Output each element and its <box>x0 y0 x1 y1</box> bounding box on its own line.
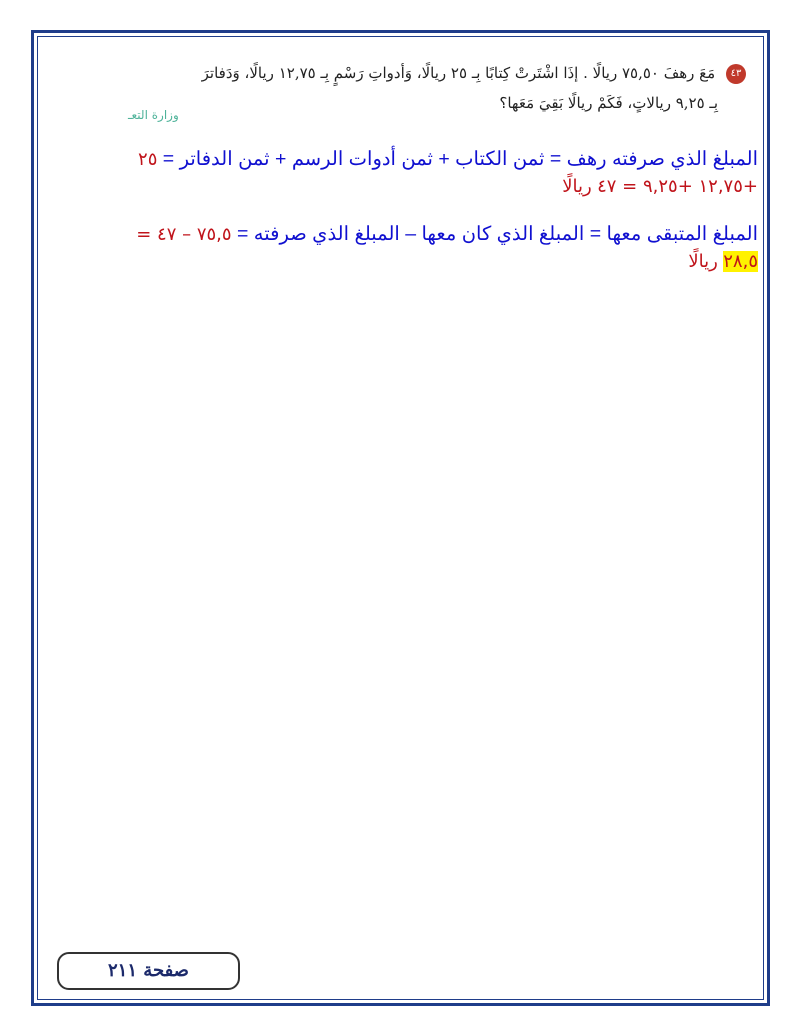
page-number-tab <box>57 952 240 990</box>
answer-remaining-result: ٢٨,٥ <box>723 251 758 272</box>
answer-spent-book-price: ٢٥ <box>138 149 158 170</box>
answer-spent-sum-expression: +١٢,٧٥ +٩,٢٥ = ٤٧ <box>597 176 758 197</box>
answer-spent-text: المبلغ الذي صرفته رهف = ثمن الكتاب + ثمن أدوات الرسم + ثمن الدفاتر = <box>162 148 758 170</box>
answer-spent <box>40 146 758 200</box>
ministry-watermark: وزارة التعـ <box>128 108 179 122</box>
answer-remaining-unit: ريالًا <box>688 251 718 272</box>
question-line-2: بِـ ٩,٢٥ ريالاتٍ، فَكَمْ ريالًا بَقِيَ مَعَها؟ <box>499 94 718 112</box>
question-line-1: مَعَ رهفَ ٧٥,٥٠ ريالًا . إذَا اشْتَرتْ كِتابًا بِـ ٢٥ ريالًا، وَأدواتِ رَسْمٍ بِـ ١٢,٧٥ ريالًا، وَدَفاترَ <box>201 64 716 82</box>
answer-remaining-expression: ٧٥,٥ – ٤٧ = <box>136 224 232 245</box>
question-number-badge: ٤٣ <box>726 64 746 84</box>
answer-spent-unit: ريالًا <box>562 176 592 197</box>
answer-remaining-text: المبلغ المتبقى معها = المبلغ الذي كان معها – المبلغ الذي صرفته = <box>236 223 758 245</box>
answer-remaining <box>40 221 758 275</box>
page-number-label: صفحة ٢١١ <box>108 960 189 981</box>
